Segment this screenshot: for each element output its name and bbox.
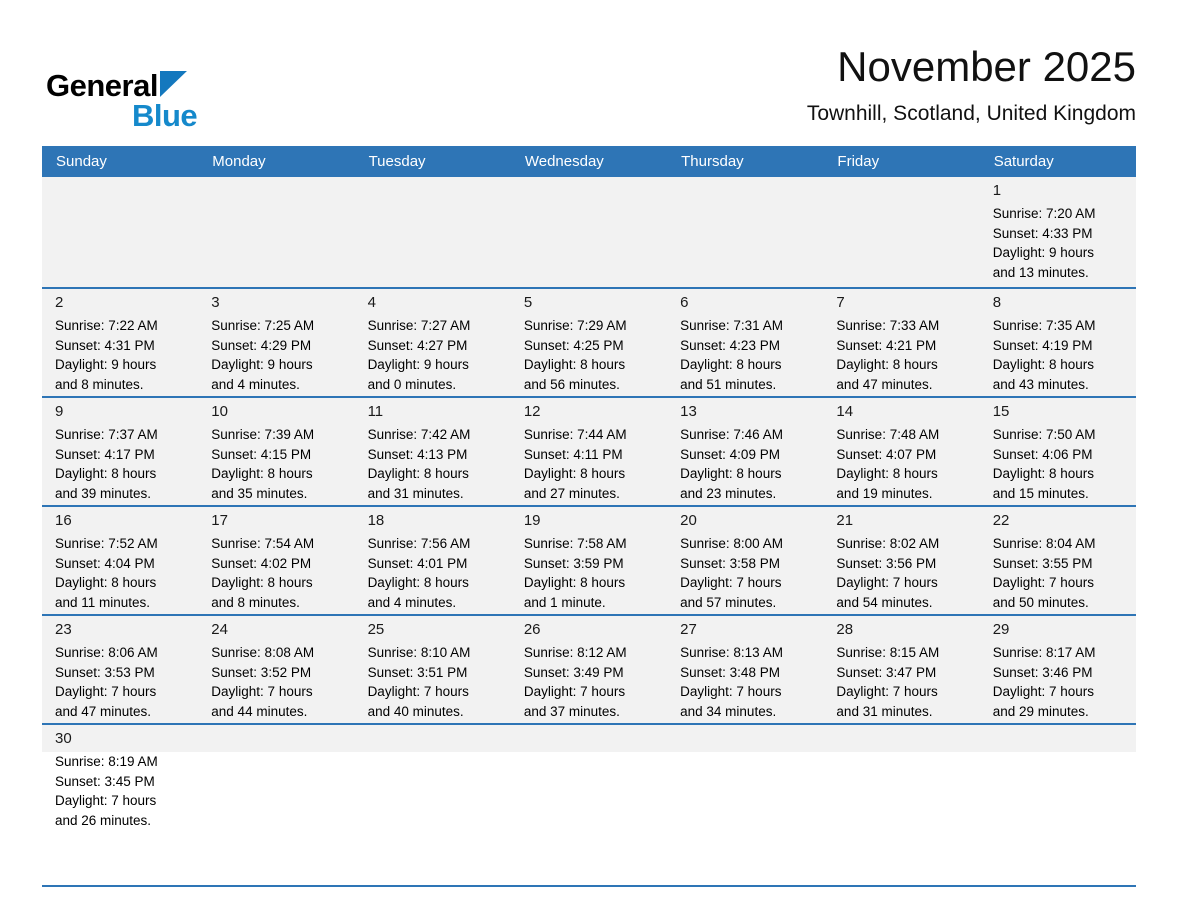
week-row-6: [42, 723, 1136, 887]
daylight-text-2: and 57 minutes.: [680, 594, 777, 610]
sunrise-text: Sunrise: 7:27 AM: [367, 318, 471, 333]
day-number: 26: [523, 621, 541, 638]
sunrise-text: Sunrise: 8:04 AM: [992, 536, 1096, 551]
day-number: 6: [680, 294, 689, 311]
daylight-text: Daylight: 8 hours: [523, 575, 626, 590]
sunrise-text: Sunrise: 7:48 AM: [836, 427, 940, 442]
daylight-text: Daylight: 7 hours: [680, 575, 782, 590]
day-cell-12: [511, 398, 667, 505]
daylight-text-2: and 56 minutes.: [523, 376, 620, 392]
weekday-friday: Friday: [837, 153, 880, 170]
sunset-text: Sunset: 4:31 PM: [55, 337, 155, 353]
sunrise-text: Sunrise: 7:25 AM: [211, 318, 315, 333]
sunrise-text: Sunrise: 8:00 AM: [680, 536, 783, 551]
daylight-text-2: and 40 minutes.: [367, 703, 464, 719]
sunrise-text: Sunrise: 8:13 AM: [680, 645, 783, 660]
day-cell-20: [667, 507, 823, 614]
week-row-5: [42, 614, 1136, 723]
daylight-text: Daylight: 8 hours: [367, 575, 469, 590]
day-cell-18: [355, 507, 511, 614]
daylight-text: Daylight: 7 hours: [55, 684, 157, 699]
daylight-text-2: and 44 minutes.: [211, 703, 308, 719]
daylight-text: Daylight: 8 hours: [992, 466, 1095, 481]
day-cell-27: [667, 616, 823, 723]
day-cell-empty: [42, 177, 198, 287]
title-block: [807, 44, 1136, 126]
daylight-text: Daylight: 8 hours: [836, 466, 938, 481]
daylight-text: Daylight: 8 hours: [211, 466, 313, 481]
daylight-text-2: and 35 minutes.: [211, 485, 308, 501]
sunrise-text: Sunrise: 8:06 AM: [55, 645, 158, 660]
day-number: 25: [367, 621, 385, 638]
day-number: 11: [367, 403, 384, 420]
day-cell-16: [42, 507, 198, 614]
day-cell-17: [198, 507, 354, 614]
day-cell-14: [823, 398, 979, 505]
day-number: 10: [211, 403, 228, 420]
day-cell-21: [823, 507, 979, 614]
logo-line1: [46, 70, 197, 101]
daylight-text-2: and 39 minutes.: [55, 485, 152, 501]
day-number: 16: [55, 512, 72, 529]
day-cell-empty: [511, 725, 667, 885]
day-cell-empty: [198, 725, 354, 885]
sunset-text: Sunset: 4:02 PM: [211, 555, 312, 571]
daylight-text-2: and 34 minutes.: [680, 703, 777, 719]
daylight-text-2: and 8 minutes.: [55, 376, 144, 392]
day-cell-23: [42, 616, 198, 723]
daylight-text: Daylight: 9 hours: [55, 357, 157, 372]
day-number: 13: [680, 403, 697, 420]
day-number: 18: [367, 512, 385, 529]
daylight-text-2: and 0 minutes.: [367, 376, 457, 392]
sunrise-text: Sunrise: 7:46 AM: [680, 427, 783, 442]
week-row-2: [42, 287, 1136, 396]
day-number: 17: [211, 512, 228, 529]
daylight-text-2: and 47 minutes.: [836, 376, 933, 392]
day-number: 23: [55, 621, 72, 638]
day-number: 7: [836, 294, 845, 311]
weekday-header-row: [42, 146, 1136, 177]
day-cell-2: [42, 289, 198, 396]
daylight-text: Daylight: 7 hours: [836, 575, 938, 590]
general-blue-logo: [46, 70, 197, 131]
daylight-text: Daylight: 7 hours: [523, 684, 626, 699]
sunset-text: Sunset: 3:55 PM: [992, 555, 1093, 571]
day-cell-24: [198, 616, 354, 723]
sunset-text: Sunset: 4:09 PM: [680, 446, 780, 462]
day-number: 14: [836, 403, 854, 420]
weekday-sunday: Sunday: [56, 153, 107, 170]
daylight-text-2: and 37 minutes.: [523, 703, 620, 719]
daylight-text-2: and 19 minutes.: [836, 485, 933, 501]
daylight-text: Daylight: 8 hours: [523, 466, 626, 481]
day-cell-26: [511, 616, 667, 723]
daylight-text-2: and 31 minutes.: [836, 703, 933, 719]
daylight-text: Daylight: 7 hours: [367, 684, 469, 699]
sunrise-text: Sunrise: 8:10 AM: [367, 645, 471, 660]
day-number: 4: [367, 294, 376, 311]
daylight-text-2: and 29 minutes.: [992, 703, 1089, 719]
day-cell-11: [355, 398, 511, 505]
daylight-text: Daylight: 8 hours: [992, 357, 1095, 372]
day-cell-7: [823, 289, 979, 396]
sunrise-text: Sunrise: 8:08 AM: [211, 645, 315, 660]
day-cell-empty: [823, 725, 979, 885]
day-cell-1: [980, 177, 1136, 287]
day-number: 28: [836, 621, 854, 638]
day-number: 20: [680, 512, 697, 529]
logo-text-blue: Blue: [132, 98, 198, 133]
day-cell-29: [980, 616, 1136, 723]
day-cell-19: [511, 507, 667, 614]
sunset-text: Sunset: 3:52 PM: [211, 664, 312, 680]
sunrise-text: Sunrise: 7:50 AM: [992, 427, 1096, 442]
daylight-text: Daylight: 9 hours: [992, 245, 1095, 260]
day-cell-10: [198, 398, 354, 505]
sunrise-text: Sunrise: 7:31 AM: [680, 318, 783, 333]
sunrise-text: Sunrise: 7:42 AM: [367, 427, 471, 442]
day-number: 15: [992, 403, 1010, 420]
daylight-text: Daylight: 9 hours: [367, 357, 469, 372]
day-number: 5: [523, 294, 533, 311]
day-number: 3: [211, 294, 220, 311]
sunrise-text: Sunrise: 8:02 AM: [836, 536, 940, 551]
sunrise-text: Sunrise: 7:52 AM: [55, 536, 158, 551]
sunset-text: Sunset: 3:53 PM: [55, 664, 155, 680]
day-cell-empty: [355, 177, 511, 287]
daylight-text: Daylight: 9 hours: [211, 357, 313, 372]
day-cell-empty: [355, 725, 511, 885]
daylight-text-2: and 8 minutes.: [211, 594, 300, 610]
daylight-text-2: and 1 minute.: [523, 594, 606, 610]
day-number: 21: [836, 512, 854, 529]
sunset-text: Sunset: 3:59 PM: [523, 555, 624, 571]
daylight-text: Daylight: 8 hours: [680, 357, 782, 372]
day-cell-30: [42, 725, 198, 885]
weekday-saturday: Saturday: [993, 153, 1054, 170]
sunset-text: Sunset: 4:11 PM: [523, 446, 623, 462]
location-subtitle: Townhill, Scotland, United Kingdom: [806, 102, 1136, 126]
weekday-monday: Monday: [212, 153, 266, 170]
daylight-text-2: and 54 minutes.: [836, 594, 933, 610]
daylight-text-2: and 13 minutes.: [992, 264, 1089, 280]
day-cell-empty: [667, 177, 823, 287]
weekday-thursday: Thursday: [681, 153, 744, 170]
daylight-text-2: and 23 minutes.: [680, 485, 777, 501]
sunset-text: Sunset: 4:13 PM: [367, 446, 468, 462]
sunset-text: Sunset: 3:45 PM: [55, 773, 155, 789]
day-cell-5: [511, 289, 667, 396]
sunrise-text: Sunrise: 7:29 AM: [523, 318, 627, 333]
day-cell-empty: [511, 177, 667, 287]
day-cell-empty: [667, 725, 823, 885]
sunrise-text: Sunrise: 7:39 AM: [211, 427, 315, 442]
logo-text-general: General: [46, 68, 158, 103]
weekday-tuesday: Tuesday: [368, 153, 426, 170]
sunset-text: Sunset: 4:04 PM: [55, 555, 155, 571]
sunrise-text: Sunrise: 8:17 AM: [992, 645, 1096, 660]
sunset-text: Sunset: 3:49 PM: [523, 664, 624, 680]
sunset-text: Sunset: 4:06 PM: [992, 446, 1093, 462]
day-cell-4: [355, 289, 511, 396]
day-cell-empty: [823, 177, 979, 287]
sunset-text: Sunset: 4:23 PM: [680, 337, 780, 353]
daylight-text-2: and 4 minutes.: [211, 376, 300, 392]
sunrise-text: Sunrise: 7:37 AM: [55, 427, 158, 442]
day-number: 8: [992, 294, 1002, 311]
day-cell-28: [823, 616, 979, 723]
sunrise-text: Sunrise: 7:33 AM: [836, 318, 940, 333]
sunset-text: Sunset: 4:19 PM: [992, 337, 1093, 353]
sunrise-text: Sunrise: 7:58 AM: [523, 536, 627, 551]
sunrise-text: Sunrise: 7:35 AM: [992, 318, 1096, 333]
daylight-text: Daylight: 8 hours: [523, 357, 626, 372]
day-number: 9: [55, 403, 64, 420]
daylight-text: Daylight: 8 hours: [680, 466, 782, 481]
daylight-text-2: and 50 minutes.: [992, 594, 1089, 610]
sunset-text: Sunset: 3:56 PM: [836, 555, 937, 571]
day-cell-8: [980, 289, 1136, 396]
daylight-text: Daylight: 8 hours: [836, 357, 938, 372]
day-cell-empty: [198, 177, 354, 287]
day-cell-15: [980, 398, 1136, 505]
daylight-text-2: and 11 minutes.: [55, 594, 151, 610]
day-cell-22: [980, 507, 1136, 614]
sunset-text: Sunset: 3:58 PM: [680, 555, 780, 571]
sunset-text: Sunset: 3:47 PM: [836, 664, 937, 680]
sunset-text: Sunset: 4:27 PM: [367, 337, 468, 353]
daylight-text: Daylight: 7 hours: [211, 684, 313, 699]
calendar-table: [42, 146, 1136, 887]
day-number: 19: [523, 512, 541, 529]
day-cell-6: [667, 289, 823, 396]
page-header: [0, 0, 1188, 131]
sunset-text: Sunset: 3:51 PM: [367, 664, 468, 680]
sunrise-text: Sunrise: 8:15 AM: [836, 645, 940, 660]
day-number: 22: [992, 512, 1010, 529]
day-number: 27: [680, 621, 697, 638]
daylight-text: Daylight: 7 hours: [680, 684, 782, 699]
daylight-text: Daylight: 8 hours: [211, 575, 313, 590]
daylight-text: Daylight: 8 hours: [55, 466, 157, 481]
sunrise-text: Sunrise: 8:19 AM: [55, 754, 158, 769]
daylight-text-2: and 43 minutes.: [992, 376, 1089, 392]
sunrise-text: Sunrise: 7:54 AM: [211, 536, 315, 551]
daylight-text-2: and 47 minutes.: [55, 703, 152, 719]
daylight-text-2: and 4 minutes.: [367, 594, 457, 610]
sunset-text: Sunset: 3:46 PM: [992, 664, 1093, 680]
sunset-text: Sunset: 4:15 PM: [211, 446, 312, 462]
page-title: November 2025: [837, 43, 1136, 90]
sunset-text: Sunset: 3:48 PM: [680, 664, 780, 680]
day-cell-9: [42, 398, 198, 505]
daylight-text-2: and 51 minutes.: [680, 376, 777, 392]
day-number: 1: [992, 182, 1002, 199]
day-number: 24: [211, 621, 228, 638]
sunrise-text: Sunrise: 8:12 AM: [523, 645, 627, 660]
weekday-wednesday: Wednesday: [524, 153, 604, 170]
daylight-text: Daylight: 7 hours: [992, 684, 1095, 699]
daylight-text: Daylight: 7 hours: [992, 575, 1095, 590]
day-cell-empty: [980, 725, 1136, 885]
sunset-text: Sunset: 4:25 PM: [523, 337, 624, 353]
day-cell-13: [667, 398, 823, 505]
sunset-text: Sunset: 4:01 PM: [367, 555, 468, 571]
day-number: 29: [992, 621, 1010, 638]
daylight-text-2: and 26 minutes.: [55, 812, 152, 828]
daylight-text-2: and 27 minutes.: [523, 485, 620, 501]
day-cell-25: [355, 616, 511, 723]
week-row-1: [42, 177, 1136, 287]
daylight-text-2: and 31 minutes.: [367, 485, 464, 501]
week-row-4: [42, 505, 1136, 614]
sunset-text: Sunset: 4:33 PM: [992, 225, 1093, 241]
sunrise-text: Sunrise: 7:20 AM: [992, 206, 1096, 221]
daylight-text: Daylight: 8 hours: [367, 466, 469, 481]
logo-triangle-icon: [160, 71, 187, 97]
day-number: 2: [55, 294, 64, 311]
daylight-text: Daylight: 7 hours: [836, 684, 938, 699]
day-cell-3: [198, 289, 354, 396]
sunrise-text: Sunrise: 7:44 AM: [523, 427, 627, 442]
sunset-text: Sunset: 4:17 PM: [55, 446, 155, 462]
sunset-text: Sunset: 4:07 PM: [836, 446, 937, 462]
day-number: 30: [55, 730, 72, 747]
daylight-text: Daylight: 7 hours: [55, 793, 157, 808]
calendar-grid: [42, 177, 1136, 887]
day-number: 12: [523, 403, 541, 420]
week-row-3: [42, 396, 1136, 505]
daylight-text-2: and 15 minutes.: [992, 485, 1089, 501]
daylight-text: Daylight: 8 hours: [55, 575, 157, 590]
sunset-text: Sunset: 4:21 PM: [836, 337, 937, 353]
sunset-text: Sunset: 4:29 PM: [211, 337, 312, 353]
sunrise-text: Sunrise: 7:22 AM: [55, 318, 158, 333]
sunrise-text: Sunrise: 7:56 AM: [367, 536, 471, 551]
